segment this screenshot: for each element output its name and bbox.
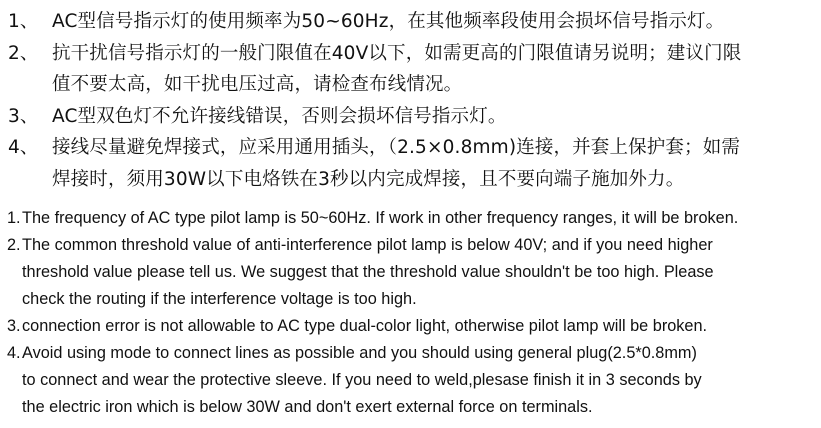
english-note-line: The common threshold value of anti-interference pilot lamp is below 40V; and if you need higher [22, 236, 713, 254]
english-note-1 [7, 205, 819, 232]
english-note-text [22, 205, 819, 232]
english-note-number: 2. [7, 236, 21, 254]
english-note-line: the electric iron which is below 30W and don't exert external force on terminals. [22, 398, 593, 416]
chinese-note-number: 2、 [8, 42, 39, 64]
english-note-4 [7, 340, 819, 421]
english-note-line: connection error is not allowable to AC type dual-color light, otherwise pilot lamp will be broken. [22, 317, 708, 335]
english-note-3 [7, 313, 819, 340]
english-notes-section [7, 205, 819, 421]
english-note-line: threshold value please tell us. We suggest that the threshold value shouldn't be too high. Please [22, 263, 714, 281]
chinese-note-line: 焊接时，须用30W以下电烙铁在3秒以内完成焊接，且不要向端子施加外力。 [52, 168, 685, 190]
english-note-line: to connect and wear the protective sleeve. If you need to weld,plesase finish it in 3 seconds by [22, 371, 702, 389]
chinese-note-number: 1、 [8, 11, 39, 32]
chinese-note-line: AC型信号指示灯的使用频率为50~60Hz，在其他频率段使用会损坏信号指示灯。 [52, 11, 725, 32]
english-note-number: 4. [7, 344, 21, 362]
chinese-note-text [52, 132, 818, 195]
chinese-note-text [52, 101, 818, 133]
english-note-text [22, 313, 819, 340]
chinese-note-2 [8, 38, 818, 101]
chinese-note-line: 值不要太高，如干扰电压过高，请检查布线情况。 [52, 74, 463, 95]
chinese-note-text [52, 6, 818, 38]
chinese-note-number: 4、 [8, 137, 39, 158]
chinese-note-text [52, 38, 818, 101]
chinese-note-1 [8, 6, 818, 38]
chinese-note-number: 3、 [8, 105, 39, 127]
chinese-note-3 [8, 101, 818, 133]
english-note-line: The frequency of AC type pilot lamp is 50~60Hz. If work in other frequency ranges, it will be broken. [22, 209, 739, 227]
english-note-line: check the routing if the interference voltage is too high. [22, 290, 417, 308]
english-note-text [22, 340, 819, 421]
chinese-note-line: 抗干扰信号指示灯的一般门限值在40V以下，如需更高的门限值请另说明；建议门限 [52, 42, 742, 64]
chinese-note-line: AC型双色灯不允许接线错误，否则会损坏信号指示灯。 [52, 105, 507, 127]
english-note-number: 1. [7, 209, 21, 227]
english-note-text [22, 232, 819, 313]
chinese-note-line: 接线尽量避免焊接式，应采用通用插头，（2.5×0.8mm)连接，并套上保护套；如需 [52, 137, 741, 158]
english-note-2 [7, 232, 819, 313]
chinese-note-4 [8, 132, 818, 195]
english-note-line: Avoid using mode to connect lines as possible and you should using general plug(2.5*0.8mm) [22, 344, 697, 362]
english-note-number: 3. [7, 317, 21, 335]
chinese-notes-section [8, 6, 818, 195]
